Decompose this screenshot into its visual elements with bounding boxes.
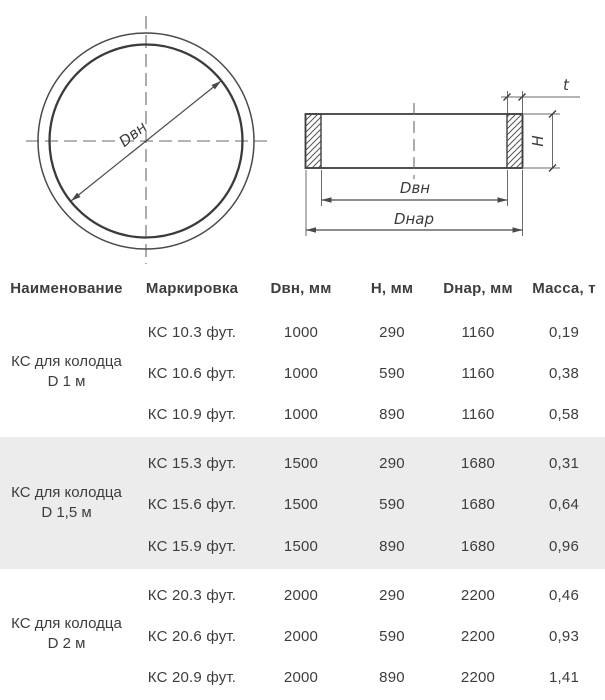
ring-section-view: [306, 76, 581, 236]
header-h: Н, мм: [370, 279, 414, 297]
dnar-cell: 2200: [460, 668, 496, 686]
arrowhead: [322, 197, 332, 203]
mark-cell: КС 10.9 фут.: [147, 406, 237, 424]
h-cell: 890: [379, 406, 405, 424]
table-row: [133, 657, 605, 698]
inner-diameter-label: Dвн: [115, 117, 151, 151]
h-cell: 890: [379, 668, 405, 686]
arrowhead: [513, 227, 523, 233]
table-row: [133, 394, 605, 435]
group-name-line1: КС для колодца: [11, 352, 122, 370]
table-row: [133, 353, 605, 394]
dnar-cell: 1160: [461, 324, 495, 342]
table-row: [133, 484, 605, 525]
table-group-d15: [0, 437, 605, 568]
group-name-line2: D 1,5 м: [41, 503, 92, 521]
mass-cell: 0,31: [549, 455, 579, 473]
table-group-d2: [0, 569, 605, 700]
mark-cell: КС 10.3 фут.: [147, 324, 237, 342]
group-name: [0, 306, 133, 437]
technical-drawings: [0, 0, 605, 270]
mark-cell: КС 15.3 фут.: [147, 455, 237, 473]
table-header: [0, 270, 605, 306]
right-wall-hatch: [507, 114, 523, 168]
height-label: H: [529, 135, 547, 147]
table-row: [133, 616, 605, 657]
h-cell: 590: [379, 365, 405, 383]
group-name-line2: D 2 м: [47, 635, 86, 653]
group-name: [0, 569, 133, 700]
h-cell: 290: [379, 324, 405, 342]
dvn-cell: 1500: [283, 496, 319, 514]
dnar-cell: 1680: [460, 496, 496, 514]
h-cell: 290: [379, 586, 405, 604]
mass-cell: 1,41: [549, 668, 579, 686]
mass-cell: 0,58: [549, 406, 579, 424]
header-marking: Маркировка: [145, 279, 239, 297]
mark-cell: КС 15.6 фут.: [147, 496, 237, 514]
group-name-line2: D 1 м: [47, 372, 86, 390]
dnar-cell: 2200: [460, 586, 496, 604]
dvn-cell: 2000: [283, 627, 319, 645]
table-group-d1: [0, 306, 605, 437]
mass-cell: 0,96: [549, 537, 579, 555]
dnar-cell: 1680: [460, 455, 496, 473]
dvn-cell: 1500: [283, 537, 319, 555]
mark-cell: КС 20.9 фут.: [147, 668, 237, 686]
dvn-cell: 1000: [283, 324, 319, 342]
mass-cell: 0,19: [549, 324, 579, 342]
header-mass: Масса, т: [532, 279, 596, 297]
dvn-cell: 1000: [283, 406, 319, 424]
mark-cell: КС 20.3 фут.: [147, 586, 237, 604]
dnar-cell: 1160: [461, 406, 495, 424]
mass-cell: 0,93: [549, 627, 579, 645]
table-row: [133, 526, 605, 567]
dvn-cell: 1500: [283, 455, 319, 473]
dnar-cell: 1160: [461, 365, 495, 383]
dvn-cell: 2000: [283, 668, 319, 686]
table-row: [133, 443, 605, 484]
inner-diameter-label: Dвн: [399, 179, 431, 197]
spec-table: [0, 270, 605, 700]
mark-cell: КС 15.9 фут.: [147, 537, 237, 555]
dvn-cell: 1000: [283, 365, 319, 383]
group-name-line1: КС для колодца: [11, 483, 122, 501]
header-dvn: Dвн, мм: [270, 279, 332, 297]
mark-cell: КС 10.6 фут.: [147, 365, 237, 383]
arrowhead: [306, 227, 316, 233]
h-cell: 590: [379, 627, 405, 645]
outer-diameter-label: Dнар: [393, 210, 435, 228]
ring-top-view: [26, 16, 267, 264]
group-name-line1: КС для колодца: [11, 615, 122, 633]
thickness-label: t: [563, 76, 569, 94]
header-name: Наименование: [10, 279, 123, 297]
dnar-cell: 1680: [460, 537, 496, 555]
dnar-cell: 2200: [460, 627, 496, 645]
arrowhead: [498, 197, 508, 203]
mark-cell: КС 20.6 фут.: [147, 627, 237, 645]
h-cell: 890: [379, 537, 405, 555]
mass-cell: 0,38: [549, 365, 579, 383]
dvn-cell: 2000: [283, 586, 319, 604]
left-wall-hatch: [306, 114, 322, 168]
mass-cell: 0,64: [549, 496, 579, 514]
header-dnar: Dнар, мм: [443, 279, 513, 297]
mass-cell: 0,46: [549, 586, 579, 604]
table-row: [133, 312, 605, 353]
h-cell: 290: [379, 455, 405, 473]
table-row: [133, 575, 605, 616]
h-cell: 590: [379, 496, 405, 514]
group-name: [0, 437, 133, 568]
